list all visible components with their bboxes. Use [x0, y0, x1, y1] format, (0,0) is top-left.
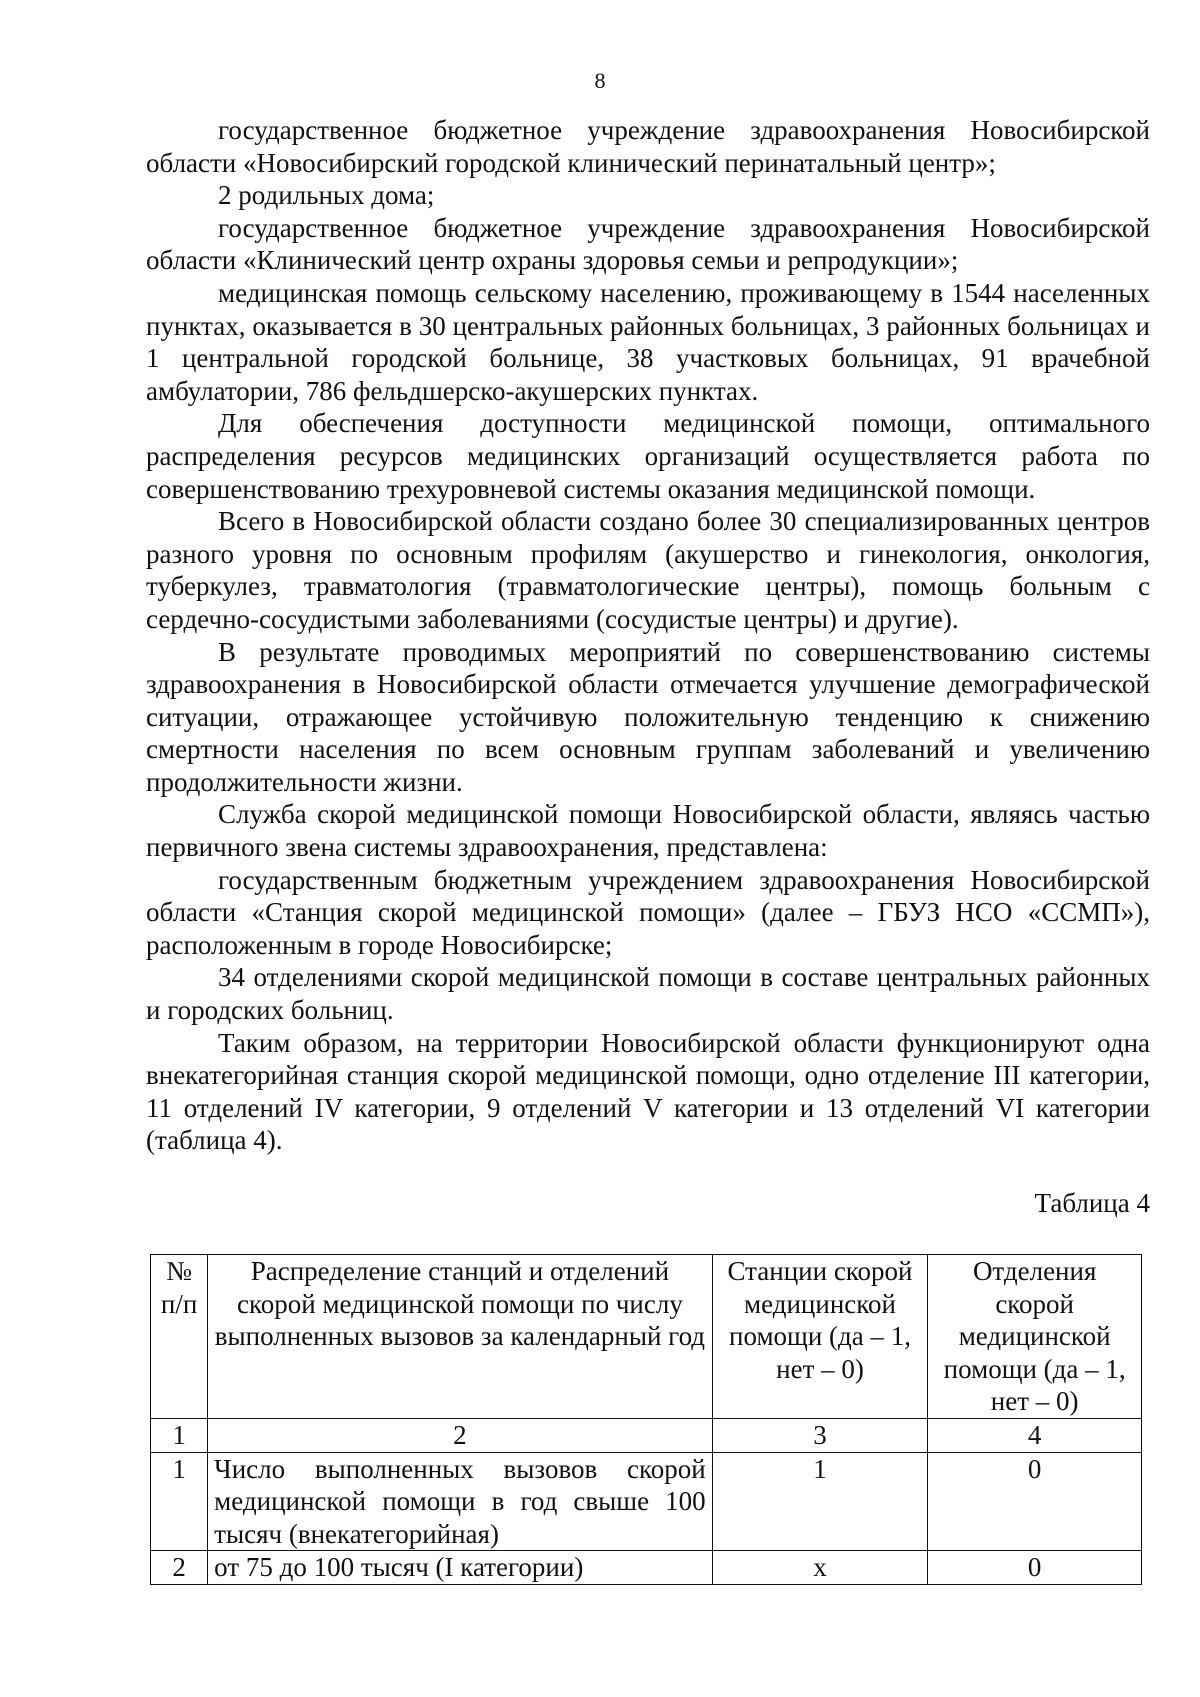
- table-cell: 0: [928, 1551, 1142, 1585]
- table-header-row: [151, 1255, 1142, 1419]
- paragraph: государственное бюджетное учреждение здравоохранения Новосибирской области «Клинический центр охраны здоровья семьи и репродукции»;: [146, 212, 1150, 276]
- paragraph: 34 отделениями скорой медицинской помощи в составе центральных районных и городских больниц.: [146, 962, 1150, 1026]
- table-cell: 0: [928, 1452, 1142, 1551]
- table-4: [150, 1254, 1142, 1585]
- table-cell: 1: [151, 1452, 208, 1551]
- paragraph: В результате проводимых мероприятий по совершенствованию системы здравоохранения в Новосибирской области отмечается улучшение демографической ситуации, отражающее устойчивую положительную тенденцию к снижению смертности населения по всем основным группам заболеваний и увеличению продолжительности жизни.: [146, 636, 1150, 797]
- document-body: [146, 114, 1150, 1157]
- paragraph: государственным бюджетным учреждением здравоохранения Новосибирской области «Станция скорой медицинской помощи» (далее – ГБУЗ НСО «ССМП»), расположенным в городе Новосибирске;: [146, 864, 1150, 960]
- paragraph: 2 родильных дома;: [218, 180, 435, 211]
- table-row: [151, 1551, 1142, 1585]
- table-row: [151, 1452, 1142, 1551]
- paragraph: Служба скорой медицинской помощи Новосибирской области, являясь частью первичного звена системы здравоохранения, представлена:: [146, 799, 1150, 863]
- header-cell: Отделения скорой медицинской помощи (да – 1, нет – 0): [928, 1255, 1142, 1419]
- column-number-cell: 3: [712, 1418, 928, 1452]
- table-cell: 1: [712, 1452, 928, 1551]
- column-number-cell: 1: [151, 1418, 208, 1452]
- header-cell: Станции скорой медицинской помощи (да – 1, нет – 0): [712, 1255, 928, 1419]
- table-cell: Число выполненных вызовов скорой медицинской помощи в год свыше 100 тысяч (внекатегорийная): [208, 1452, 713, 1551]
- header-cell: Распределение станций и отделений скорой медицинской помощи по числу выполненных вызовов за календарный год: [208, 1255, 713, 1419]
- paragraph: медицинская помощь сельскому населению, проживающему в 1544 населенных пунктах, оказывается в 30 центральных районных больницах, 3 районных больницах и 1 центральной городской больнице, 38 участковых больницах, 91 врачебной амбулатории, 786 фельдшерско-акушерских пунктах.: [146, 277, 1150, 406]
- table-cell: от 75 до 100 тысяч (I категории): [208, 1551, 713, 1585]
- table-caption: Таблица 4: [1034, 1188, 1150, 1218]
- paragraph: Таким образом, на территории Новосибирской области функционируют одна внекатегорийная станция скорой медицинской помощи, одно отделение III категории, 11 отделений IV категории, 9 отделений V категории и 13 отделений VI категории (таблица 4).: [146, 1027, 1150, 1156]
- paragraph: Всего в Новосибирской области создано более 30 специализированных центров разного уровня по основным профилям (акушерство и гинекология, онкология, туберкулез, травматология (травматологические центры), помощь больным с сердечно-сосудистыми заболеваниями (сосудистые центры) и другие).: [146, 506, 1150, 634]
- header-cell: № п/п: [151, 1255, 208, 1419]
- paragraph: Для обеспечения доступности медицинской помощи, оптимального распределения ресурсов медицинских организаций осуществляется работа по совершенствованию трехуровневой системы оказания медицинской помощи.: [146, 408, 1150, 504]
- table-cell: х: [712, 1551, 928, 1585]
- column-number-cell: 4: [928, 1418, 1142, 1452]
- table-cell: 2: [151, 1551, 208, 1585]
- page-number: 8: [594, 68, 606, 93]
- column-number-row: [151, 1418, 1142, 1452]
- column-number-cell: 2: [208, 1418, 713, 1452]
- paragraph: государственное бюджетное учреждение здравоохранения Новосибирской области «Новосибирский городской клинический перинатальный центр»;: [146, 115, 1150, 178]
